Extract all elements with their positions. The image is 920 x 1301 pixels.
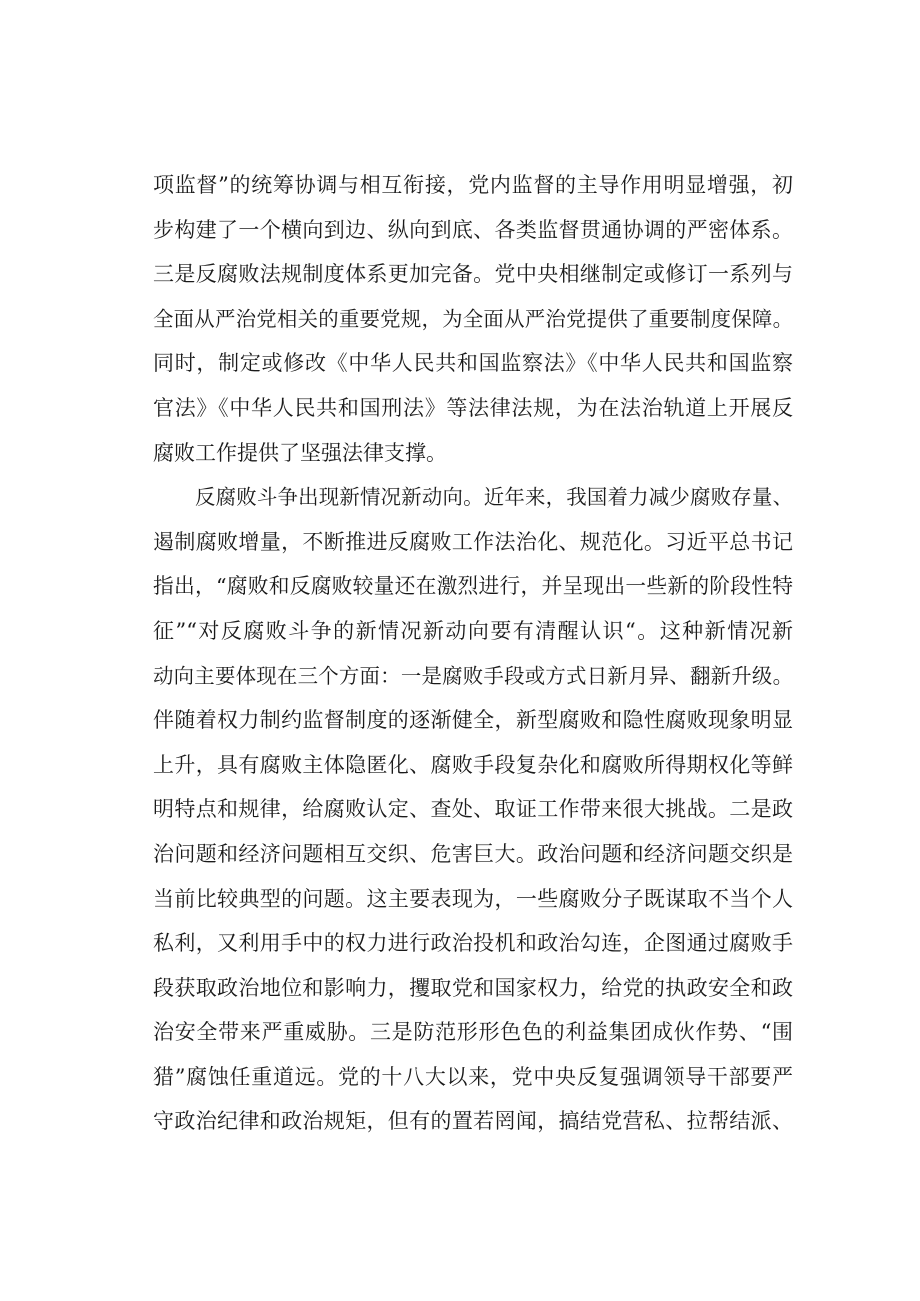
text-line: 征”“对反腐败斗争的新情况新动向要有清醒认识“。这种新情况新 <box>153 618 793 643</box>
text-line: 私利，又利用手中的权力进行政治投机和政治勾连，企图通过腐败手 <box>153 931 793 956</box>
text-line: 遏制腐败增量，不断推进反腐败工作法治化、规范化。习近平总书记 <box>153 529 793 554</box>
text-line: 三是反腐败法规制度体系更加完备。党中央相继制定或修订一系列与 <box>153 262 793 287</box>
text-line: 全面从严治党相关的重要党规，为全面从严治党提供了重要制度保障。 <box>153 306 793 331</box>
text-line: 守政治纪律和政治规矩，但有的置若罔闻，搞结党营私、拉帮结派、 <box>153 1109 793 1134</box>
text-line: 步构建了一个横向到边、纵向到底、各类监督贯通协调的严密体系。 <box>153 217 793 242</box>
text-line: 当前比较典型的问题。这主要表现为，一些腐败分子既谋取不当个人 <box>153 886 793 911</box>
text-line: 指出，“腐败和反腐败较量还在激烈进行，并呈现出一些新的阶段性特 <box>153 574 793 599</box>
text-line: 治问题和经济问题相互交织、危害巨大。政治问题和经济问题交织是 <box>153 841 793 866</box>
paragraph <box>153 475 793 1144</box>
text-line: 治安全带来严重威胁。三是防范形形色色的利益集团成伙作势、“围 <box>153 1020 793 1045</box>
text-line: 同时，制定或修改《中华人民共和国监察法》《中华人民共和国监察 <box>153 351 793 376</box>
text-line: 动向主要体现在三个方面：一是腐败手段或方式日新月异、翻新升级。 <box>153 663 793 688</box>
text-line: 伴随着权力制约监督制度的逐渐健全，新型腐败和隐性腐败现象明显 <box>153 708 793 733</box>
text-line: 官法》《中华人民共和国刑法》等法律法规，为在法治轨道上开展反 <box>153 395 793 420</box>
text-line: 段获取政治地位和影响力，攫取党和国家权力，给党的执政安全和政 <box>153 975 793 1000</box>
body-text <box>153 163 793 1144</box>
text-line: 猎”腐蚀任重道远。党的十八大以来，党中央反复强调领导干部要严 <box>153 1064 793 1089</box>
paragraph <box>153 163 793 475</box>
text-line: 腐败工作提供了坚强法律支撑。 <box>153 440 447 465</box>
text-line: 反腐败斗争出现新情况新动向。近年来，我国着力减少腐败存量、 <box>195 485 793 510</box>
text-line: 上升，具有腐败主体隐匿化、腐败手段复杂化和腐败所得期权化等鲜 <box>153 752 793 777</box>
text-line: 明特点和规律，给腐败认定、查处、取证工作带来很大挑战。二是政 <box>153 797 793 822</box>
text-line: 项监督”的统筹协调与相互衔接，党内监督的主导作用明显增强，初 <box>153 173 793 197</box>
